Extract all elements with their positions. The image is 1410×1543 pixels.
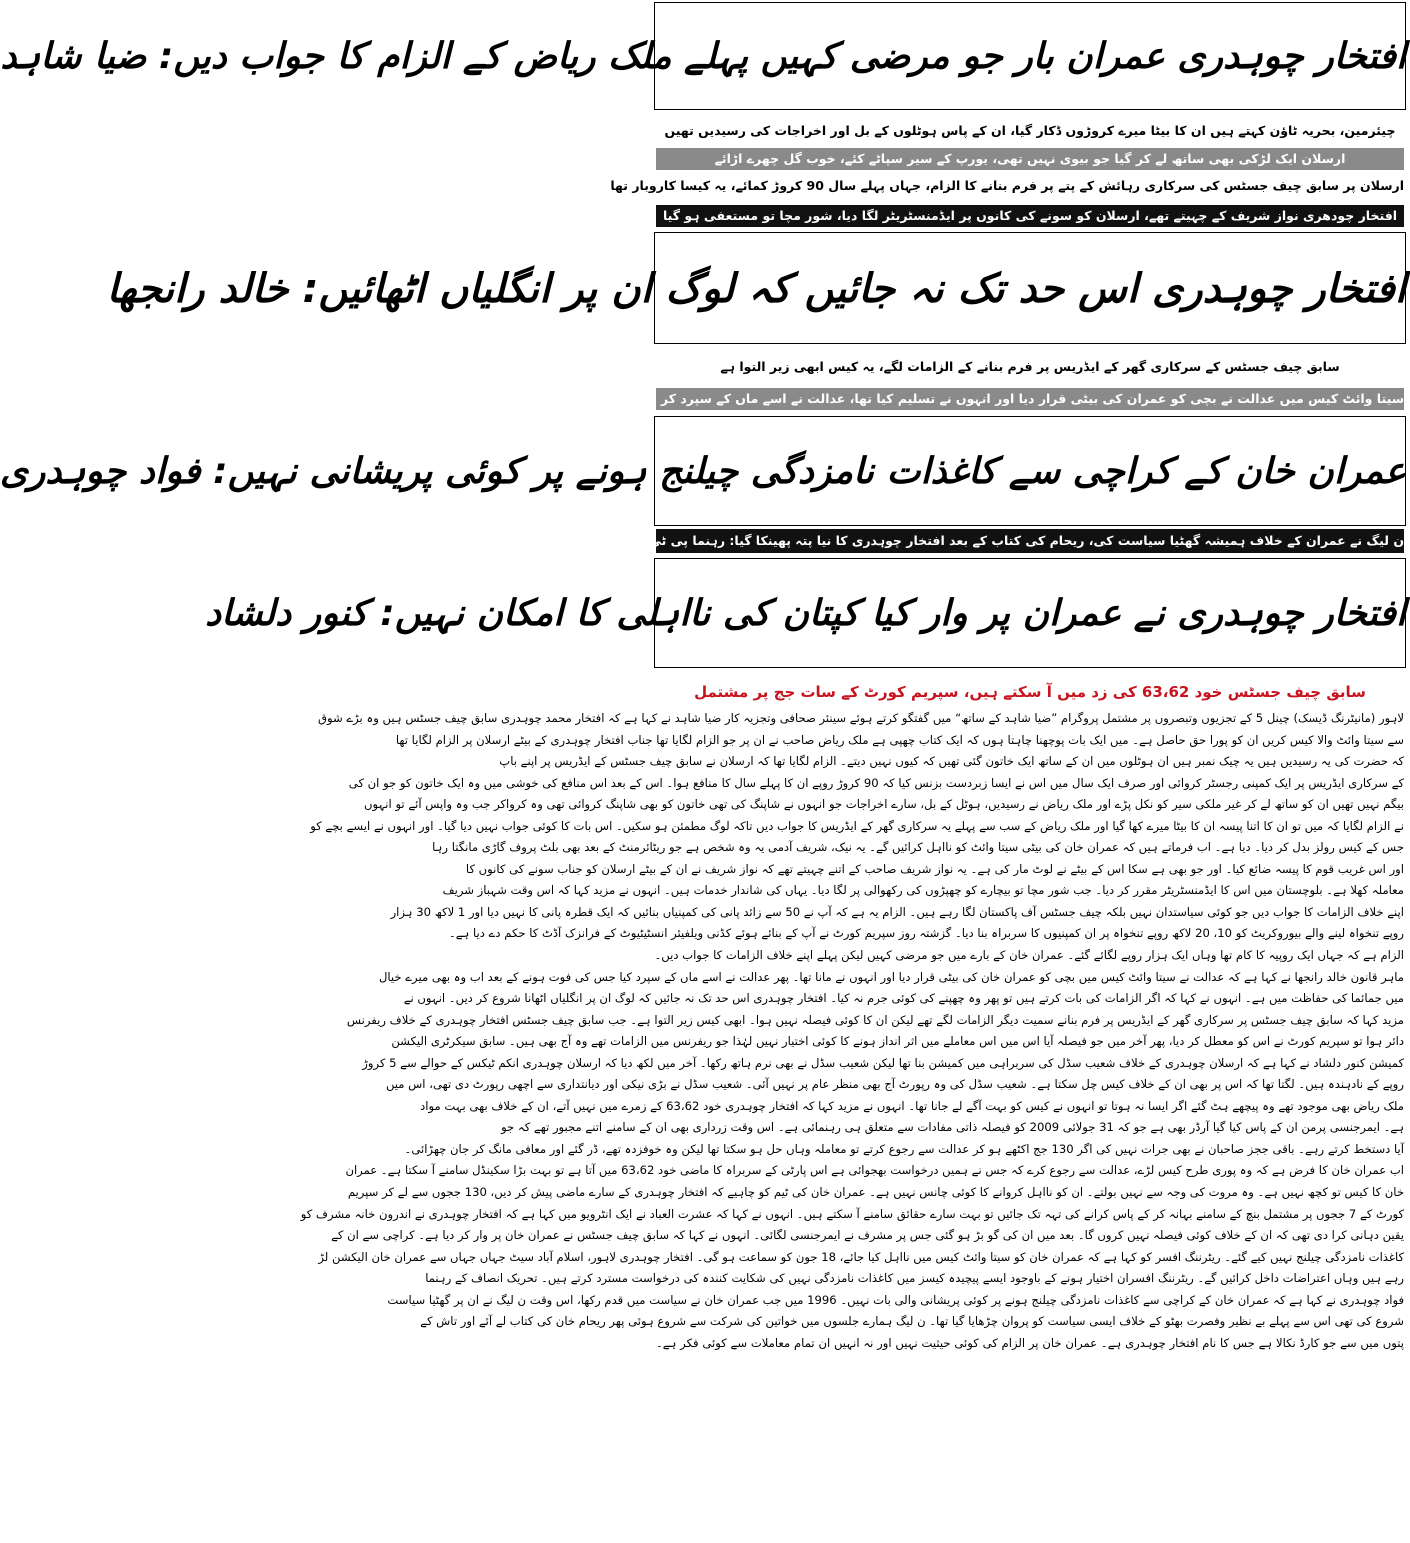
- subhead-5: سابق چیف جسٹس کے سرکاری گھر کے ایڈریس پر فرم بنانے کے الزامات لگے، یہ کیس ابھی زیر التوا ہے: [720, 359, 1340, 374]
- headline-1: افتخار چوہدری عمران بار جو مرضی کہیں پہلے ملک ریاض کے الزام کا جواب دیں: ضیا شاہد: [0, 36, 1406, 77]
- article-line: ہے۔ ایمرجنسی پرمن ان کے پاس کیا گیا آرڈر بھی ہے جو کہ 31 جولائی 2009 کو فیصلہ ذاتی مفادات سے متعلق ہی رہنمائی ہے۔ اس وقت زرداری بھی ان کے سامنے اتنے مجبور تھے کہ جو: [501, 1120, 1404, 1135]
- article-line: کے سرکاری ایڈریس پر ایک کمپنی رجسٹر کروائی اور صرف ایک سال میں اس نے ایسا زبردست بزنس کیا کہ 90 کروڑ روپے ان کا پہلے سال کا منافع ہوا۔ اس کے بعد اس منافع کی خوشی میں وہ ایک خاتون کو جو ان کی: [348, 775, 1404, 790]
- article-line: الزام ہے کہ جہاں ایک روپیہ کا کام تھا وہاں ایک ہزار روپے لگائے گئے۔ عمران خان کے بارے میں جو مرضی کہیں لیکن پہلے اپنے خلاف الزامات کا جواب دیں۔: [654, 948, 1404, 963]
- article-line: جس کے کیس رولز بدل کر دیا۔ دیا ہے۔ اب فرماتے ہیں کہ عمران خان کی بیٹی سیتا وائٹ کو نااہل کرائیں گے۔ یہ نیک، شریف آدمی یہ وہ شخص ہے جو ریٹائرمنٹ کے بعد بھی بلٹ پروف گاڑی مانگتا رہا: [432, 840, 1404, 855]
- article-line: دائر ہوا تو سپریم کورٹ نے اس کو معطل کر دیا، پھر آخر میں جو فیصلہ آیا اس میں اس معاملے میں اثر انداز ہونے کا کوئی اختیار نہیں لہٰذا جو ریفرنس میں الزامات تھے وہ آج بھی ہیں۔ سابق سیکرٹری الیکشن: [391, 1034, 1404, 1049]
- article-line: ملک ریاض بھی موجود تھے وہ پیچھے ہٹ گئے اگر ایسا نہ ہوتا تو انہوں نے کیس کو بہت آگے لے جانا تھا۔ انہوں نے مزید کہا کہ افتخار چوہدری خود 63،62 کے زمرے میں نہیں آتے، ان کے خلاف بھی بہت مواد: [420, 1098, 1404, 1113]
- article-line: روپے کے نادہندہ ہیں۔ لگتا تھا کہ اس پر بھی ان کے خلاف کیس چل سکتا ہے۔ شعیب سڈل کی وہ رپورٹ آج بھی منظر عام پر نہیں آئی۔ شعیب سڈل نے بڑی نیکی اور دیانتداری سے اچھی رپورٹ دی تھی، اس میں: [385, 1077, 1404, 1092]
- article-line: کاغذات نامزدگی چیلنج نہیں کیے گئے۔ ریٹرننگ افسر کو کہا ہے کہ عمران خان کو سیتا وائٹ کیس میں نااہل کیا جائے، 18 جون کو سماعت ہو گی۔ افتخار چوہدری لاہور، اسلام آباد سیٹ جہاں جہاں سے عمران خان الیکشن لڑ: [318, 1249, 1404, 1264]
- article-line: اور اس غریب قوم کا پیسہ ضائع کیا۔ اور جو بھی ہے سکا اس کے بیٹے نے لوٹ مار کی ہے۔ یہ نواز شریف صاحب کے اتنے چہیتے تھے کہ نواز شریف نے ان کے بیٹے ارسلان کو جناب سونے کی کانوں کا: [465, 861, 1404, 876]
- headline-3: عمران خان کے کراچی سے کاغذات نامزدگی چیلنج ہونے پر کوئی پریشانی نہیں: فواد چوہدری: [0, 451, 1406, 492]
- headline-4: افتخار چوہدری نے عمران پر وار کیا کپتان کی نااہلی کا امکان نہیں: کنور دلشاد: [205, 593, 1406, 634]
- article-body: [300, 708, 1404, 1538]
- article-line: معاملہ کھلا ہے۔ بلوچستان میں اس کا ایڈمنسٹریٹر مقرر کر دیا۔ جب شور مچا تو بیچارے کو چھپڑوں کی رکھوالی پر لگا دیا۔ یہاں کی شاندار خدمات ہیں۔ انہوں نے مزید کہا کہ اس وقت شہباز شریف: [442, 883, 1404, 898]
- article-line: آیا دستخط کرتے رہے۔ باقی ججز صاحبان نے بھی جرات نہیں کی اگر 130 جج اکٹھے ہو کر عدالت سے رجوع کرتے تو معاملہ وہاں حل ہو سکتا تھا لیکن وہ خوفزدہ تھے، ڈر گئے اور معافی مانگ کر جان چھڑائی۔: [404, 1141, 1404, 1156]
- article-line: فواد چوہدری نے کہا ہے کہ عمران خان کے کراچی سے کاغذات نامزدگی چیلنج ہونے پر کوئی پریشانی والی بات نہیں۔ 1996 میں جب عمران خان نے سیاست میں قدم رکھا، اس وقت ن لیگ نے ان پر گھٹیا سیاست: [387, 1292, 1404, 1307]
- article-line: اپنے خلاف الزامات کا جواب دیں جو کوئی سیاستدان نہیں بلکہ چیف جسٹس آف پاکستان لگا رہے ہیں۔ الزام یہ ہے کہ آپ نے 50 سے زائد پانی کی کمپنیاں بنائیں کہ ایک قطرہ پانی کا نہیں دیا اور 1 لاکھ 30 ہزار: [390, 904, 1404, 919]
- article-line: شروع کی تھی اس سے پہلے بے نظیر وفصرت بھٹو کے خلاف ایسی سیاست کو پروان چڑھایا گیا تھا۔ ن لیگ ہمارے جلسوں میں خواتین کی شرکت سے شروع ہوئی پھر ریحام خان کی کتاب لے آئے اور تاش کے: [420, 1314, 1404, 1329]
- article-line: رہے ہیں وہاں اعتراضات داخل کرائیں گے۔ ریٹرننگ افسران اختیار ہونے کے باوجود ایسے پیچیدہ کیسز میں کاغذات نامزدگی نہیں کی شکایت کنندہ کی درخواست مسترد کرتے ہیں۔ تحریک انصاف کے رہنما: [425, 1271, 1404, 1286]
- article-line: مزید کہا کہ سابق چیف جسٹس پر سرکاری گھر کے ایڈریس پر فرم بنانے سمیت دیگر الزامات لگے تھے لیکن ان کا کوئی فیصلہ نہیں ہوا۔ ابھی کیس زیر التوا ہے۔ جب سابق چیف جسٹس افتخار چوہدری کے خلاف ریفرنس: [346, 1012, 1404, 1027]
- article-line: خان کا کیس تو کچھ نہیں ہے۔ وہ مروت کی وجہ سے نہیں بولتے۔ ان کو نااہل کروانے کا کوئی چانس نہیں ہے۔ عمران خان کی ٹیم کو چاہیے کہ افتخار چوہدری کے سارے ماضی پیش کر دیں، 130 ججوں سے لے کر سپریم: [347, 1185, 1404, 1200]
- article-line: روپے تنخواہ لینے والے بیوروکریٹ کو 10، 20 لاکھ روپے تنخواہ پر ان کمپنیوں کا سربراہ بنا دیا۔ گزشتہ روز سپریم کورٹ نے آپ کے بنائے ہوئے کڈنی ویلفیئر انسٹیٹیوٹ کے فرانزک آڈٹ کا حکم دے دیا ہے۔: [448, 926, 1404, 941]
- article-line: کہ حضرت کی یہ رسیدیں ہیں یہ چیک نمبر ہیں ان ہوٹلوں میں ان کے ساتھ ایک خاتون گئی تھیں کہ کیوں نہیں دیتے۔ الزام لگایا تھا کہ ارسلان نے سابق چیف جسٹس کے ایڈریس پر اپنے باپ: [499, 754, 1404, 769]
- article-line: بیگم نہیں تھیں ان کو ساتھ لے کر غیر ملکی سیر کو نکل پڑے اور ملک ریاض نے رسیدیں، ہوٹل کے بل، سارے اخراجات جو انہوں نے شاپنگ کی تھی خاتون کو بھی شاپنگ کروائی تھی وہ کرواکر جب وہ واپس آئے تو انہوں: [364, 797, 1404, 812]
- article-line: اب عمران خان کا فرض ہے کہ وہ پوری طرح کیس لڑے، عدالت سے رجوع کرے کہ جس نے ہمیں درخواست بھجوائی ہے اس پارٹی کے سربراہ کا ماضی خود 63،62 میں آتا ہے تو بہت بڑا سکینڈل سامنے آ سکتا ہے۔ عمران: [345, 1163, 1404, 1178]
- subhead-3: ارسلان پر سابق چیف جسٹس کی سرکاری رہائش کے پتے پر فرم بنانے کا الزام، جہاں پہلے سال 90 کروڑ کمائے، یہ کیسا کاروبار تھا: [610, 178, 1404, 193]
- subhead-1: چیئرمین، بحریہ ٹاؤن کہتے ہیں ان کا بیٹا میرے کروڑوں ڈکار گیا، ان کے پاس ہوٹلوں کے بل اور اخراجات کی رسیدیں تھیں: [664, 123, 1396, 138]
- headline-2: افتخار چوہدری اس حد تک نہ جائیں کہ لوگ ان پر انگلیاں اٹھائیں: خالد رانجھا: [106, 266, 1406, 312]
- subhead-7: ن لیگ نے عمران کے خلاف ہمیشہ گھٹیا سیاست کی، ریحام کی کتاب کے بعد افتخار چوہدری کا نیا پتہ پھینکا گیا: رہنما پی ٹی آئی: [656, 529, 1404, 553]
- article-line: نے الزام لگایا کہ میں تو ان کا اتنا پیسہ ان کا بیٹا میرے کھا گیا اور ملک ریاض کے سب سے پہلے یہ سرکاری گھر کے ایڈریس کا جواب دیں تاکہ لوگ مطمئن ہو سکیں۔ اس بات کا کوئی جواب نہیں دیا گیا۔ اور انہوں نے ایسے بچے کو: [310, 818, 1404, 833]
- article-line: پتوں میں سے جو کارڈ نکالا ہے جس کا نام افتخار چوہدری ہے۔ عمران خان پر الزام کی کوئی حیثیت نہیں اور نہ انہیں ان تمام معاملات سے کوئی فکر ہے۔: [656, 1335, 1404, 1350]
- article-line: یقین دہانی کرا دی تھی کہ ان کے خلاف کوئی فیصلہ نہیں کروں گا۔ بعد میں ان کی گو بڑ ہو گئی جس پر مشرف نے ایمرجنسی لگائی۔ انہوں نے کہا کہ سابق چیف جسٹس نے عمران خان پر وار کر دیا ہے۔ کراچی سے ان کے: [331, 1228, 1404, 1243]
- subhead-2: ارسلان ایک لڑکی بھی ساتھ لے کر گیا جو بیوی نہیں تھی، یورپ کے سیر سپاٹے کئے، خوب گل چھرے اڑائے: [656, 148, 1404, 170]
- article-line: لاہور (مانیٹرنگ ڈیسک) چینل 5 کے تجزیوں وتبصروں پر مشتمل پروگرام ”ضیا شاہد کے ساتھ“ میں گفتگو کرتے ہوئے سینئر صحافی وتجزیہ کار ضیا شاہد نے کہا ہے کہ افتخار محمد چوہدری سابق چیف جسٹس ہیں وہ بڑے شوق: [317, 711, 1404, 725]
- article-line: کورٹ کے 7 ججوں پر مشتمل بنچ کے سامنے بہانہ کر کے پاس کرانے کی تہہ تک جائیں تو بہت سارے حقائق سامنے آ سکتے ہیں۔ انہوں نے کہا کہ عشرت العباد نے ایک انٹرویو میں کہا ہے کہ افتخار چوہدری نے اندرون خانہ مشرف کو: [300, 1206, 1404, 1221]
- article-line: ماہر قانون خالد رانجھا نے کہا ہے کہ عدالت نے سیتا وائٹ کیس میں بچی کو عمران خان کی بیٹی قرار دیا اور انہوں نے مانا تھا۔ پھر عدالت نے اسے ماں کے سپرد کیا جس کی فوت ہونے کے بعد اب وہ بھی میرے خیال: [378, 969, 1404, 984]
- article-line: کمیشن کنور دلشاد نے کہا ہے کہ ارسلان چوہدری کے خلاف شعیب سڈل کی سربراہی میں کمیشن بنا تھا لیکن شعیب سڈل نے بھی نرم ہاتھ رکھا۔ آخر میں لکھ دیا کہ ارسلان چوہدری انکم ٹیکس کے حوالے سے 5 کروڑ: [362, 1055, 1404, 1070]
- article-line: سے سیتا وائٹ والا کیس کریں ان کو پورا حق حاصل ہے۔ میں ایک بات پوچھنا چاہتا ہوں کہ ایک کتاب چھپی ہے ملک ریاض صاحب نے ان پر جو الزام لگایا تھا جناب افتخار چوہدری کے بیٹے ارسلان پر الزام لگایا تھا: [395, 732, 1404, 747]
- red-subhead: سابق چیف جسٹس خود 63،62 کی زد میں آ سکتے ہیں، سپریم کورٹ کے سات جج پر مشتمل: [694, 683, 1366, 701]
- subhead-4: افتخار چودھری نواز شریف کے چہیتے تھے، ارسلان کو سونے کی کانوں پر ایڈمنسٹریٹر لگا دیا، شور مچا تو مستعفی ہو گیا: [656, 205, 1404, 227]
- subhead-6: سیتا وائٹ کیس میں عدالت نے بچی کو عمران کی بیٹی قرار دیا اور انہوں نے تسلیم کیا تھا، عدالت نے اسے ماں کے سپرد کر دیا تھا: آئینی ماہر: [656, 388, 1404, 410]
- article-line: میں جمائما کی حفاظت میں ہے۔ انہوں نے کہا کہ اگر الزامات کی بات کرتے ہیں تو پھر وہ چھپنے کی کوئی جرم نہ کیا۔ افتخار چوہدری اس حد تک نہ جائیں کہ لوگ ان پر انگلیاں اٹھانا شروع کر دیں۔ انہوں نے: [403, 991, 1404, 1006]
